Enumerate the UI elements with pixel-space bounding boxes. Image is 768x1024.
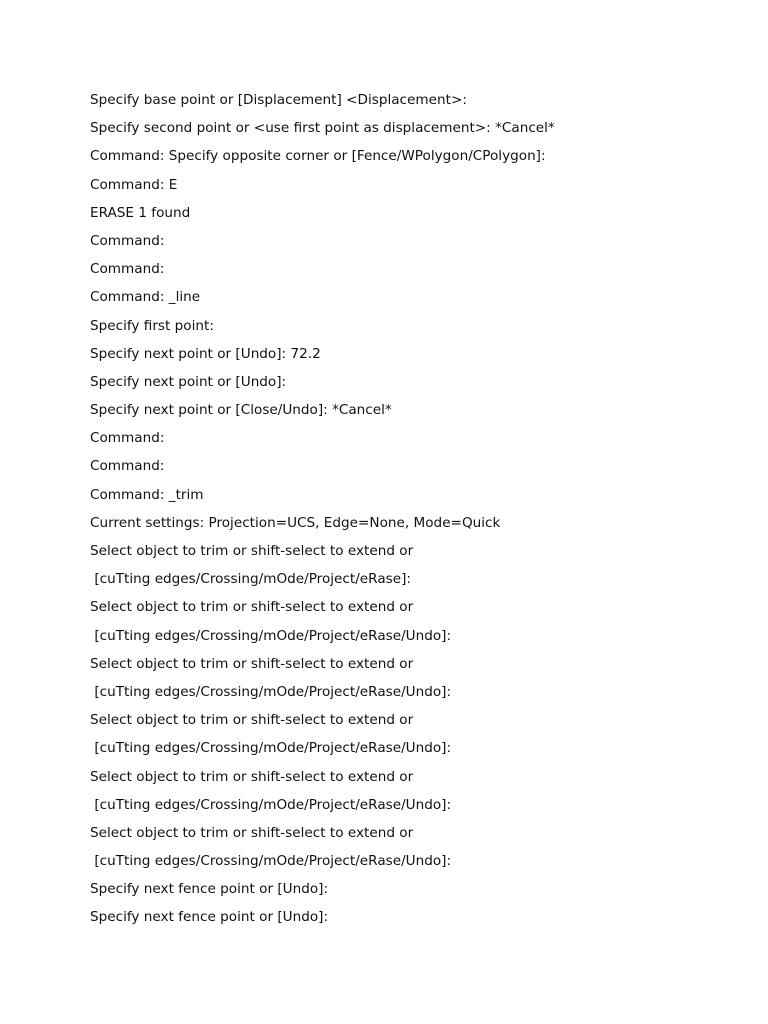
log-line: Specify next point or [Undo]: (90, 373, 287, 390)
log-line: Select object to trim or shift-select to extend or (90, 543, 414, 559)
log-line: Command: E (90, 176, 178, 193)
log-line: Specify first point: (90, 317, 214, 334)
log-line: Command: _line (90, 289, 201, 306)
log-line: Command: _trim (90, 486, 204, 503)
log-line: Specify next fence point or [Undo]: (90, 881, 329, 898)
log-line: [cuTting edges/Crossing/mOde/Project/eRase]: (90, 571, 411, 588)
log-line: Specify base point or [Displacement] <Displacement>: (90, 92, 467, 108)
log-line: Select object to trim or shift-select to extend or (90, 655, 414, 672)
log-line: Select object to trim or shift-select to extend or (90, 712, 414, 729)
log-line: Command: (90, 430, 165, 447)
log-line: [cuTting edges/Crossing/mOde/Project/eRase/Undo]: (90, 853, 452, 870)
log-line: Command: (90, 232, 165, 249)
log-line: [cuTting edges/Crossing/mOde/Project/eRase/Undo]: (90, 740, 452, 757)
log-line: ERASE 1 found (90, 204, 191, 221)
log-line: [cuTting edges/Crossing/mOde/Project/eRase/Undo]: (90, 796, 452, 813)
command-history-log (90, 86, 730, 932)
log-line: Specify next fence point or [Undo]: (90, 909, 329, 926)
log-line: Current settings: Projection=UCS, Edge=None, Mode=Quick (90, 514, 501, 531)
log-line: Command: Specify opposite corner or [Fence/WPolygon/CPolygon]: (90, 148, 546, 165)
log-line: Select object to trim or shift-select to extend or (90, 768, 414, 785)
log-line: Specify second point or <use first point as displacement>: *Cancel* (90, 120, 555, 137)
log-line: Specify next point or [Close/Undo]: *Cancel* (90, 402, 392, 419)
log-line: Specify next point or [Undo]: 72.2 (90, 345, 321, 362)
log-line: Command: (90, 458, 165, 475)
log-line: [cuTting edges/Crossing/mOde/Project/eRase/Undo]: (90, 683, 452, 700)
log-line: [cuTting edges/Crossing/mOde/Project/eRase/Undo]: (90, 627, 452, 644)
log-line: Command: (90, 261, 165, 278)
log-line: Select object to trim or shift-select to extend or (90, 824, 414, 841)
log-line: Select object to trim or shift-select to extend or (90, 599, 414, 616)
